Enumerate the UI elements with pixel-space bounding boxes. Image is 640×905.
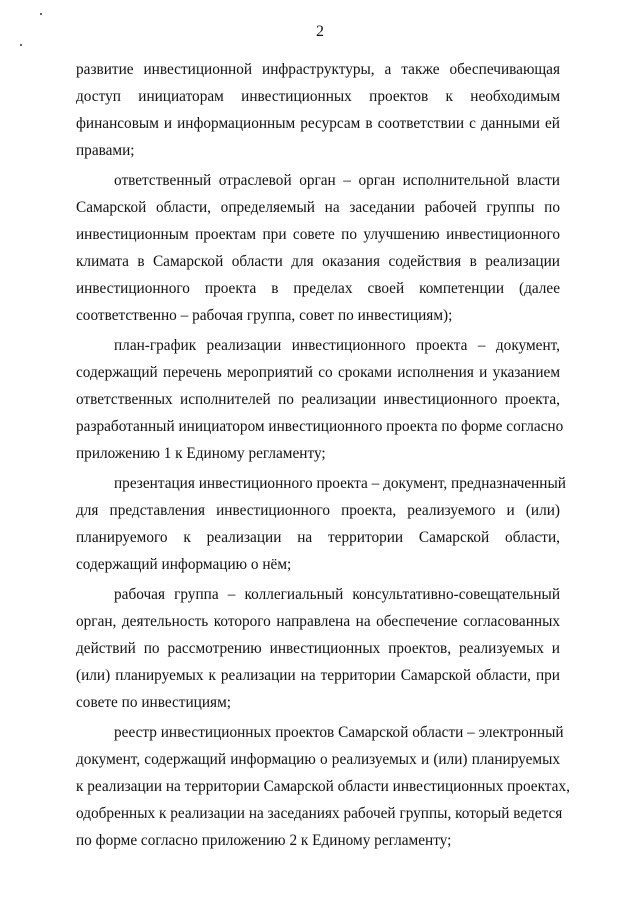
text-line: разработанный инициатором инвестиционного проекта по форме согласно (76, 418, 564, 435)
text-line: содержащий перечень мероприятий со сроками исполнения и указанием (76, 364, 560, 381)
text-line: план-график реализации инвестиционного проекта – документ, (114, 337, 560, 354)
text-line: (или) планируемых к реализации на территории Самарской области, при (76, 667, 560, 684)
text-line: климата в Самарской области для оказания содействия в реализации (76, 253, 560, 270)
text-line: ответственный отраслевой орган – орган исполнительной власти (114, 172, 560, 189)
document-body (76, 56, 570, 857)
text-line: к реализации на территории Самарской области инвестиционных проектах, (76, 778, 570, 795)
text-line: доступ инициаторам инвестиционных проектов к необходимым (76, 88, 560, 105)
text-line: приложению 1 к Единому регламенту; (76, 445, 326, 462)
text-line: документ, содержащий информацию о реализуемых и (или) планируемых (76, 751, 560, 768)
text-line: для представления инвестиционного проекта, реализуемого и (или) (76, 502, 560, 519)
text-line: рабочая группа – коллегиальный консультативно-совещательный (114, 586, 560, 603)
text-line: правами; (76, 142, 135, 159)
text-line: инвестиционным проектам при совете по улучшению инвестиционного (76, 226, 560, 243)
text-line: соответственно – рабочая группа, совет по инвестициям); (76, 307, 453, 324)
paragraph-responsible-body (76, 167, 560, 329)
text-line: презентация инвестиционного проекта – документ, предназначенный (114, 475, 566, 492)
text-line: ответственных исполнителей по реализации инвестиционного проекта, (76, 391, 560, 408)
paragraph-schedule (76, 332, 564, 467)
scan-speck (40, 13, 42, 15)
paragraph-presentation (76, 470, 566, 578)
text-line: реестр инвестиционных проектов Самарской области – электронный (114, 724, 564, 741)
text-line: действий по рассмотрению инвестиционных проектов, реализуемых и (76, 640, 560, 657)
paragraph-working-group (76, 581, 560, 716)
text-line: одобренных к реализации на заседаниях рабочей группы, который ведется (76, 805, 563, 822)
text-line: Самарской области, определяемый на заседании рабочей группы по (76, 199, 560, 216)
text-line: совете по инвестициям; (76, 694, 231, 711)
paragraph-registry (76, 719, 570, 854)
text-line: инвестиционного проекта в пределах своей компетенции (далее (76, 280, 560, 297)
text-line: планируемого к реализации на территории Самарской области, (76, 529, 560, 546)
text-line: орган, деятельность которого направлена на обеспечение согласованных (76, 613, 560, 630)
scan-speck (20, 44, 22, 46)
page-number: 2 (316, 23, 324, 40)
text-line: содержащий информацию о нём; (76, 556, 292, 573)
text-line: развитие инвестиционной инфраструктуры, а также обеспечивающая (76, 61, 560, 78)
paragraph-infrastructure-continuation (76, 56, 560, 164)
text-line: по форме согласно приложению 2 к Единому регламенту; (76, 832, 452, 849)
text-line: финансовым и информационным ресурсам в соответствии с данными ей (76, 115, 560, 132)
